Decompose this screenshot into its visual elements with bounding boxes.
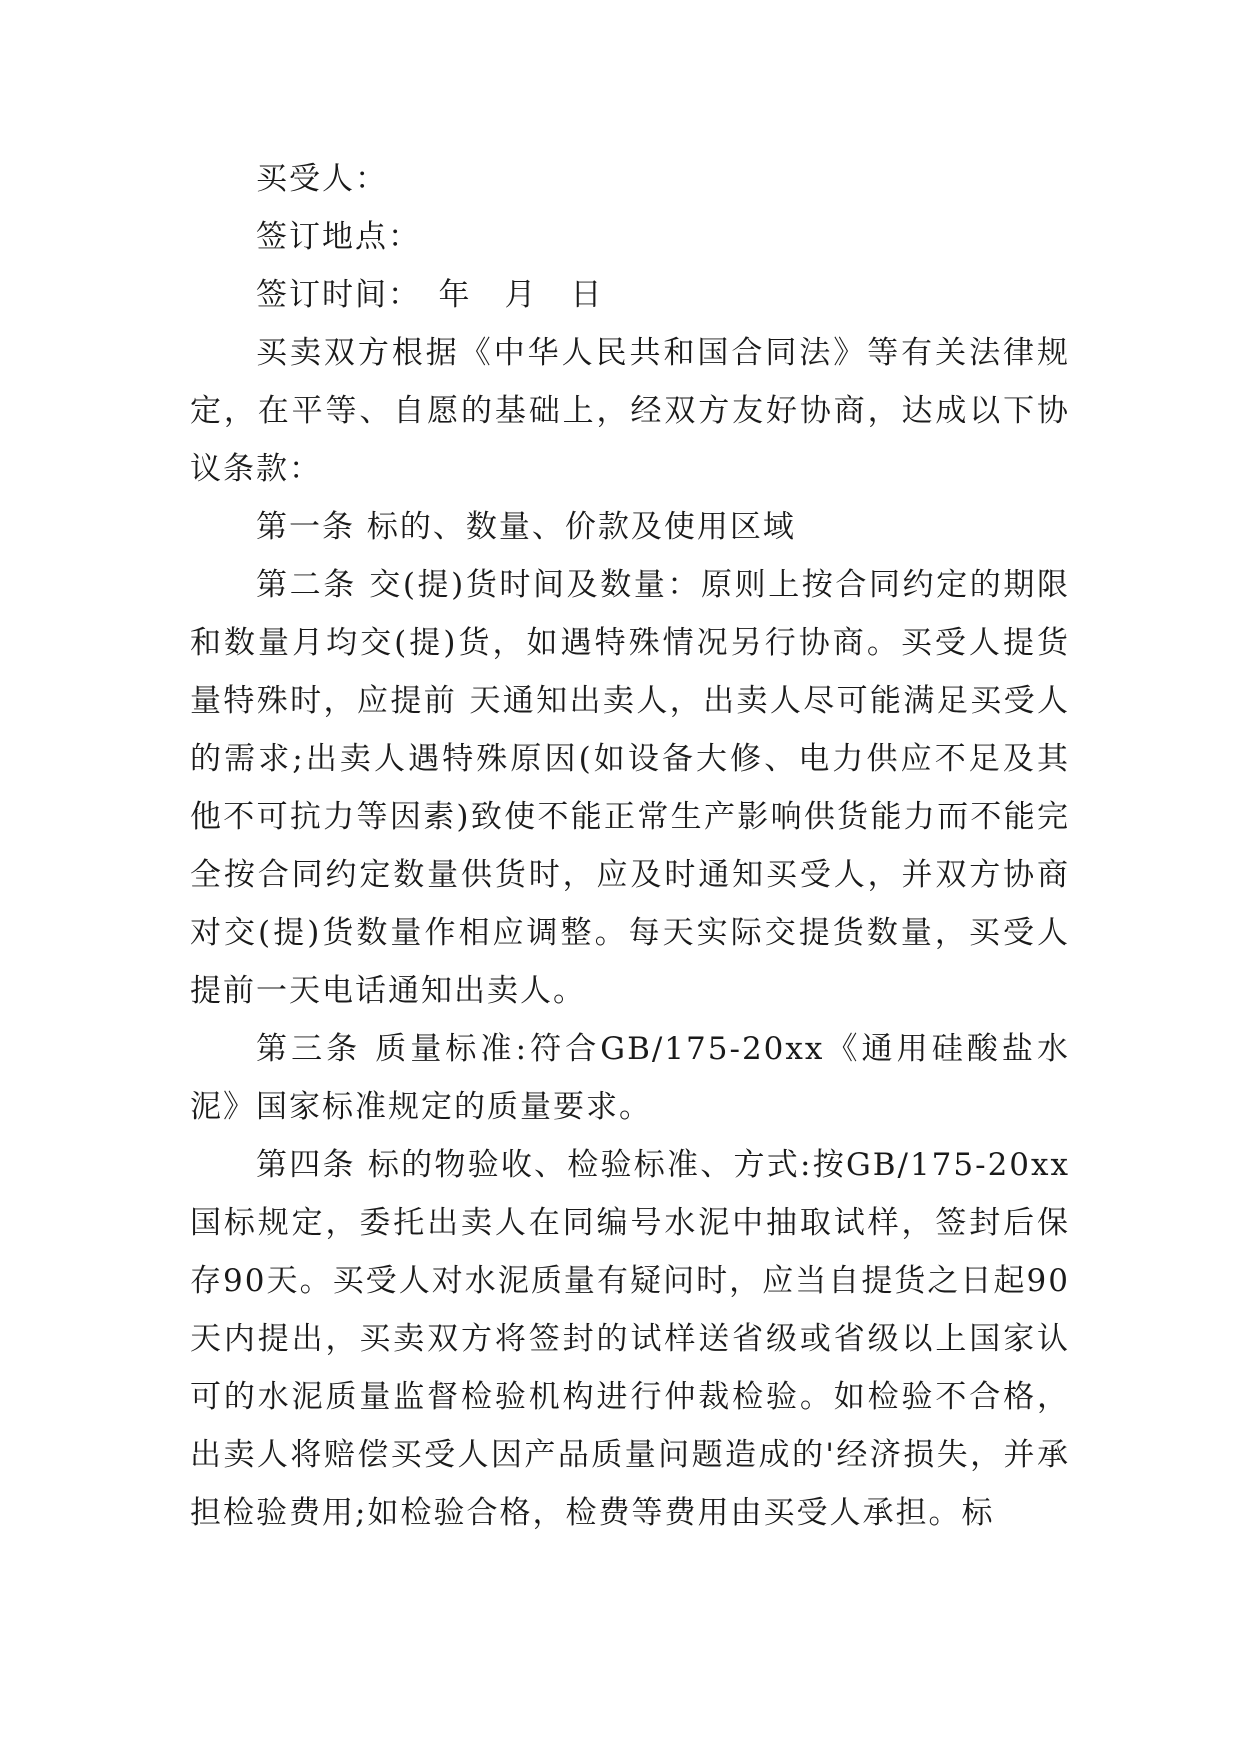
article-3: 第三条 质量标准:符合GB/175-20xx《通用硅酸盐水泥》国家标准规定的质量要求。 [190, 1031, 1070, 1125]
buyer-line: 买受人： [256, 161, 388, 197]
document-page [190, 150, 1070, 1542]
article-4: 第四条 标的物验收、检验标准、方式:按GB/175-20xx国标规定，委托出卖人在同编号水泥中抽取试样，签封后保存90天。买受人对水泥质量有疑问时，应当自提货之日起90天内提出，买卖双方将签封的试样送省级或省级以上国家认可的水泥质量监督检验机构进行仲裁检验。如检验不合格，出卖人将赔偿买受人因产品质量问题造成的'经济损失，并承担检验费用;如检验合格，检费等费用由买受人承担。标 [190, 1147, 1070, 1531]
article-1: 第一条 标的、数量、价款及使用区域 [256, 509, 796, 545]
preamble-paragraph: 买卖双方根据《中华人民共和国合同法》等有关法律规定，在平等、自愿的基础上，经双方友好协商，达成以下协议条款： [190, 335, 1070, 487]
signing-time-line: 签订时间： 年 月 日 [256, 277, 604, 313]
signing-place-line: 签订地点： [256, 219, 421, 255]
article-2: 第二条 交(提)货时间及数量：原则上按合同约定的期限和数量月均交(提)货，如遇特殊情况另行协商。买受人提货量特殊时，应提前 天通知出卖人，出卖人尽可能满足买受人的需求;出卖人遇特殊原因(如设备大修、电力供应不足及其他不可抗力等因素)致使不能正常生产影响供货能力而不能完全按合同约定数量供货时，应及时通知买受人，并双方协商对交(提)货数量作相应调整。每天实际交提货数量，买受人提前一天电话通知出卖人。 [190, 567, 1070, 1009]
